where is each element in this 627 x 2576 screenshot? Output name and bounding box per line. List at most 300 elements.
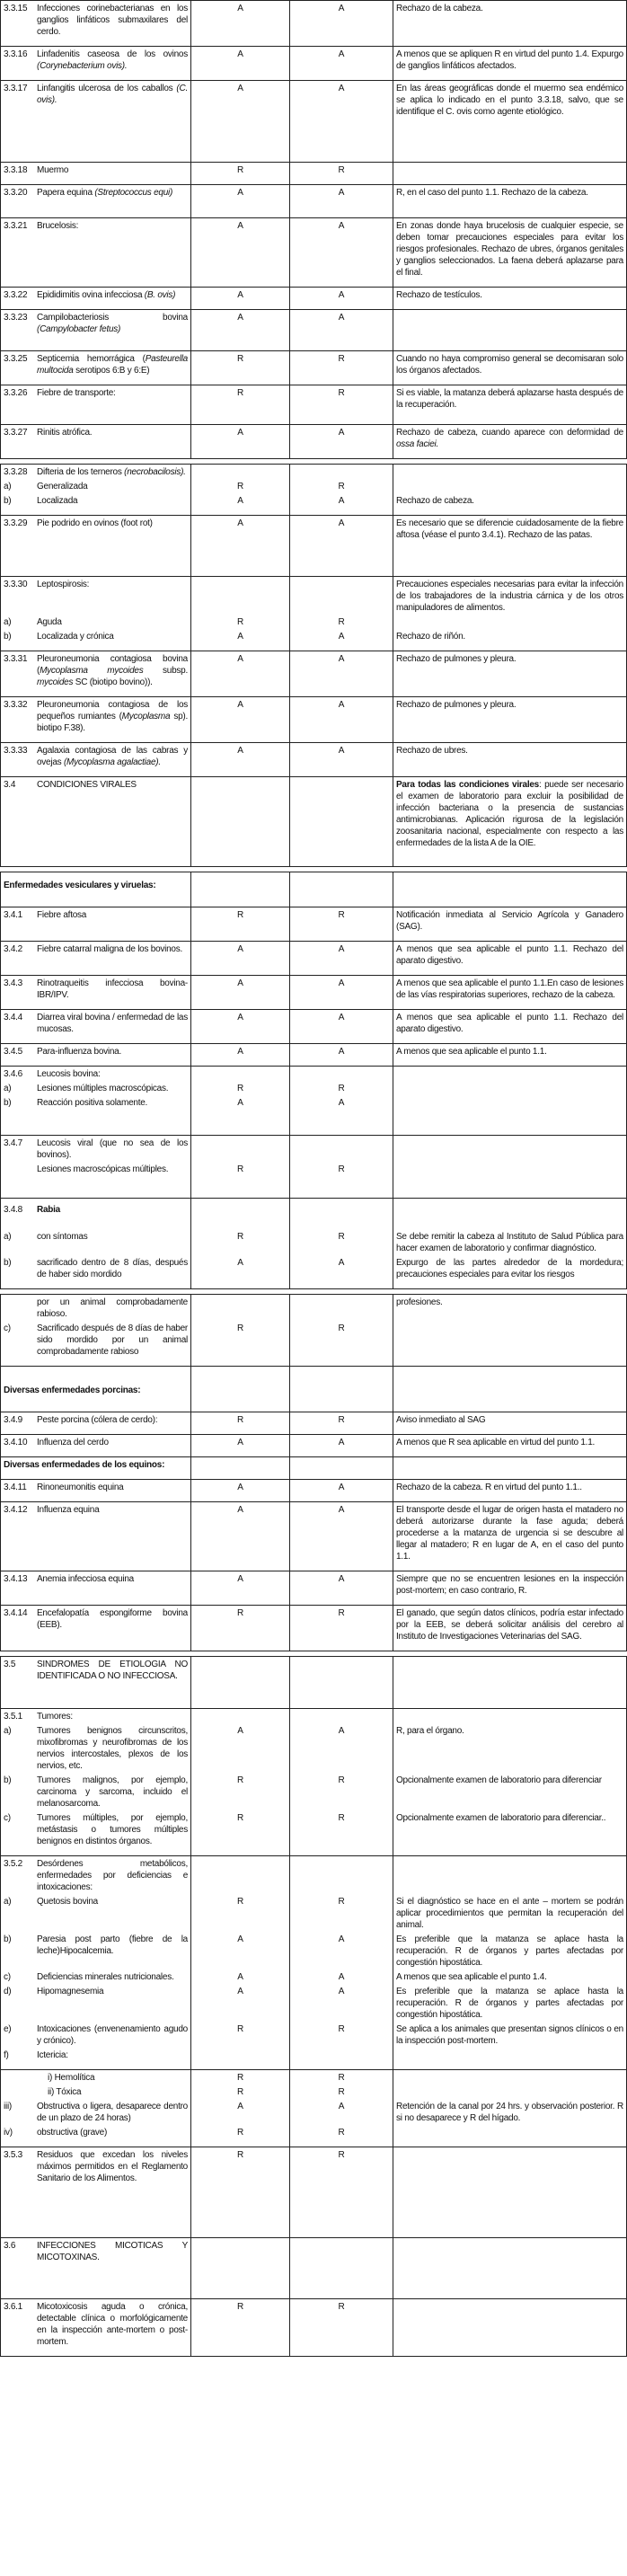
condition-name: [37, 466, 188, 478]
item-number: f): [4, 2050, 9, 2060]
text-segment: Opcionalmente examen de laboratorio para diferenciar: [396, 1775, 602, 1785]
ante-mortem-decision: [191, 577, 290, 615]
condition-name: [37, 1775, 188, 1810]
table-row: [1, 2099, 627, 2125]
post-mortem-decision: R: [290, 1810, 393, 1856]
condition-name: [37, 631, 188, 642]
ante-mortem-decision: A: [191, 1970, 290, 1984]
text-segment: Cuando no haya compromiso general se decomisaran solo los órganos afectados.: [396, 354, 623, 376]
item-number: [4, 2072, 37, 2084]
text-segment: Pleuroneumonia contagiosa bovina (: [37, 654, 188, 676]
item-number: b): [4, 1934, 12, 1944]
item-number: 3.4.10: [4, 1438, 28, 1447]
text-segment: SINDROMES DE ETIOLOGIA NO IDENTIFICADA O NO INFECCIOSA.: [37, 1660, 188, 1681]
item-number: 3.3.20: [4, 188, 28, 198]
condition-name: [37, 1231, 188, 1243]
condition-name: [37, 1012, 188, 1035]
item-number: a): [4, 1726, 12, 1736]
text-segment: Tumores múltiples, por ejemplo, metástasis o tumores múltiples benignos en distintos órganos.: [37, 1813, 188, 1846]
ante-mortem-decision: A: [191, 1984, 290, 2022]
post-mortem-decision: A: [290, 1571, 393, 1606]
ante-mortem-decision: R: [191, 615, 290, 629]
condition-cell: [1, 1773, 191, 1810]
ante-mortem-decision: R: [191, 1606, 290, 1651]
post-mortem-decision: A: [290, 1095, 393, 1136]
observations-cell: [393, 697, 627, 743]
ante-mortem-decision: A: [191, 1571, 290, 1606]
condition-name: [37, 220, 188, 232]
condition-cell: [1, 743, 191, 777]
ante-mortem-decision: A: [191, 1502, 290, 1571]
condition-name: [37, 3, 188, 38]
post-mortem-decision: [290, 1295, 393, 1322]
observations-cell: [393, 47, 627, 81]
observations-cell: [393, 1502, 627, 1571]
condition-cell: [1, 1162, 191, 1199]
ante-mortem-decision: R: [191, 385, 290, 425]
post-mortem-decision: A: [290, 1044, 393, 1067]
condition-cell: [1, 1095, 191, 1136]
text-segment: Influenza equina: [37, 1505, 100, 1515]
post-mortem-decision: R: [290, 1773, 393, 1810]
text-segment: Lesiones macroscópicas múltiples.: [37, 1164, 169, 1174]
post-mortem-decision: R: [290, 163, 393, 185]
text-segment: Ictericia:: [37, 2050, 68, 2060]
ante-mortem-decision: A: [191, 218, 290, 288]
item-number: 3.3.30: [4, 580, 28, 589]
item-number: b): [4, 1775, 12, 1785]
italic-text: (B. ovis): [144, 290, 176, 300]
ante-mortem-decision: R: [191, 1773, 290, 1810]
group-heading: Diversas enfermedades porcinas:: [4, 1385, 141, 1395]
ante-mortem-decision: R: [191, 1229, 290, 1255]
text-segment: Se debe remitir la cabeza al Instituto de Salud Pública para hacer examen de laboratorio y confirmar diagnóstico.: [396, 1232, 623, 1253]
item-number: 3.4.9: [4, 1415, 22, 1425]
observations-cell: [393, 2099, 627, 2125]
post-mortem-decision: [290, 2238, 393, 2299]
condition-name: [37, 579, 188, 590]
ante-mortem-decision: [191, 2238, 290, 2299]
observations-cell: [393, 1, 627, 47]
condition-name: [37, 1068, 188, 1080]
post-mortem-decision: [290, 872, 393, 907]
item-number: [4, 1297, 37, 1320]
observations-cell: [393, 185, 627, 218]
item-number: 3.4.2: [4, 944, 22, 954]
item-number: 3.3.23: [4, 313, 28, 323]
text-segment: Siempre que no se encuentren lesiones en la inspección post-mortem; en caso contrario, R.: [396, 1574, 623, 1596]
condition-cell: [1, 1229, 191, 1255]
ante-mortem-decision: R: [191, 2299, 290, 2357]
post-mortem-decision: R: [290, 1081, 393, 1095]
table-row: [1, 1984, 627, 2022]
condition-cell: [1, 1657, 191, 1709]
condition-name: [37, 2240, 188, 2263]
post-mortem-decision: A: [290, 1255, 393, 1289]
post-mortem-decision: A: [290, 942, 393, 976]
text-segment: Aviso inmediato al SAG: [396, 1415, 486, 1425]
post-mortem-decision: A: [290, 1970, 393, 1984]
text-segment: Generalizada: [37, 482, 88, 491]
observations-cell: [393, 629, 627, 651]
condition-name: [37, 1482, 188, 1493]
text-segment: Deficiencias minerales nutricionales.: [37, 1972, 174, 1982]
condition-cell: [1, 697, 191, 743]
condition-cell: [1, 218, 191, 288]
table-row: [1, 1932, 627, 1970]
text-segment: Diarrea viral bovina / enfermedad de las mucosas.: [37, 1013, 188, 1034]
condition-name: [37, 2023, 188, 2047]
condition-cell: [1, 1067, 191, 1082]
text-segment: Septicemia hemorrágica (: [37, 354, 146, 364]
condition-cell: [1, 1810, 191, 1856]
item-number: iv): [4, 2128, 13, 2138]
ante-mortem-decision: A: [191, 1044, 290, 1067]
table-row: [1, 163, 627, 185]
post-mortem-decision: A: [290, 651, 393, 697]
post-mortem-decision: A: [290, 976, 393, 1010]
condition-name: [37, 909, 188, 921]
condition-cell: [1, 351, 191, 385]
observations-cell: [393, 2048, 627, 2070]
ante-mortem-decision: A: [191, 629, 290, 651]
ante-mortem-decision: R: [191, 1081, 290, 1095]
text-segment: El transporte desde el lugar de origen hasta el matadero no deberá autorizarse durante la fase aguda; deberá procederse a la matanza de urgencia si se descubre al llegar al matadero; R en lugar de A, en el caso del punto 1.1.: [396, 1505, 623, 1562]
condition-name: [37, 353, 188, 376]
observations-cell: [393, 1606, 627, 1651]
observations-cell: [393, 1095, 627, 1136]
table-row: [1, 2070, 627, 2085]
condition-name: [37, 289, 188, 301]
condition-cell: [1, 310, 191, 351]
condition-name: [37, 1097, 188, 1109]
post-mortem-decision: R: [290, 1162, 393, 1199]
ante-mortem-decision: R: [191, 2085, 290, 2099]
table-row: [1, 310, 627, 351]
condition-cell: [1, 2125, 191, 2147]
observations-cell: [393, 1044, 627, 1067]
observations-cell: [393, 1773, 627, 1810]
text-segment: Papera equina: [37, 188, 95, 198]
post-mortem-decision: A: [290, 743, 393, 777]
ante-mortem-decision: R: [191, 1321, 290, 1367]
post-mortem-decision: R: [290, 907, 393, 942]
condition-name: [37, 2301, 188, 2348]
table-row: [1, 185, 627, 218]
text-segment: Campilobacteriosis bovina: [37, 313, 188, 323]
condition-name: [37, 2101, 188, 2124]
item-number: 3.3.22: [4, 290, 28, 300]
item-number: c): [4, 1323, 11, 1333]
condition-name: [37, 1204, 188, 1216]
condition-name: [37, 1437, 188, 1448]
table-row: [1, 907, 627, 942]
condition-cell: [1, 1321, 191, 1367]
item-number: 3.5.2: [4, 1859, 22, 1869]
condition-cell: [1, 1502, 191, 1571]
text-segment: Rinotraqueitis infecciosa bovina-IBR/IPV.: [37, 978, 188, 1000]
observations-cell: [393, 1810, 627, 1856]
table-row: [1, 1810, 627, 1856]
item-number: 3.3.25: [4, 354, 28, 364]
ante-mortem-decision: R: [191, 1894, 290, 1932]
table-row: [1, 465, 627, 480]
table-section: [0, 1656, 627, 2357]
observations-cell: [393, 577, 627, 615]
condition-name: [37, 1164, 188, 1175]
text-segment: Precauciones especiales necesarias para evitar la infección de los trabajadores de la industria cárnica y de los otros manipuladores de alimentos.: [396, 580, 623, 613]
observations-cell: [393, 1856, 627, 1895]
post-mortem-decision: A: [290, 1435, 393, 1457]
text-segment: : puede ser necesario el examen de laboratorio para excluir la posibilidad de infección bacteriana o la presencia de sustancias antimicrobianas. Aplicación rigurosa de la legislación zoosanitaria nacional, especialmente con respecto a las enfermedades de la lista A de la OIE.: [396, 780, 623, 848]
condition-cell: [1, 47, 191, 81]
condition-cell: [1, 385, 191, 425]
condition-name: [37, 481, 188, 492]
text-segment: Micotoxicosis aguda o crónica, detectable clínica o morfológicamente en la inspección ante-mortem o post-mortem.: [37, 2302, 188, 2347]
condition-name: [37, 1934, 188, 1957]
table-row: [1, 1412, 627, 1435]
observations-cell: [393, 479, 627, 493]
observations-cell: [393, 81, 627, 163]
text-segment: Tumores:: [37, 1712, 73, 1722]
post-mortem-decision: [290, 1136, 393, 1163]
condition-cell: [1, 942, 191, 976]
condition-cell: [1, 2085, 191, 2099]
ante-mortem-decision: A: [191, 942, 290, 976]
condition-cell: [1, 577, 191, 615]
item-number: e): [4, 2024, 12, 2034]
text-segment: Tumores malignos, por ejemplo, carcinoma y sarcoma, incluido el melanosarcoma.: [37, 1775, 188, 1809]
text-segment: Notificación inmediata al Servicio Agrícola y Ganadero (SAG).: [396, 910, 623, 932]
text-segment: Si el diagnóstico se hace en el ante – mortem se podrán aplicar procedimientos que permitan la recuperación del animal.: [396, 1897, 623, 1930]
ante-mortem-decision: A: [191, 81, 290, 163]
italic-text: (necrobacilosis).: [124, 467, 186, 477]
condition-cell: [1, 1255, 191, 1289]
text-segment: Reacción positiva solamente.: [37, 1098, 148, 1108]
table-row: [1, 2238, 627, 2299]
text-segment: Brucelosis:: [37, 221, 79, 231]
item-number: 3.3.16: [4, 49, 28, 59]
italic-text: (Corynebacterium ovis).: [37, 61, 128, 71]
condition-name: [37, 1711, 188, 1722]
table-section: [0, 0, 627, 459]
table-row: [1, 1856, 627, 1895]
text-segment: Encefalopatía espongiforme bovina (EEB).: [37, 1608, 188, 1630]
condition-name: [37, 495, 188, 507]
table-row: [1, 1229, 627, 1255]
condition-cell: [1, 2070, 191, 2085]
text-segment: Rechazo de cabeza.: [396, 496, 474, 506]
text-segment: Rechazo de la cabeza. R en virtud del punto 1.1..: [396, 1483, 582, 1492]
table-row: [1, 47, 627, 81]
condition-name: [37, 1414, 188, 1426]
condition-cell: [1, 777, 191, 867]
text-segment: A menos que sea aplicable el punto 1.1.En caso de lesiones de las vías respiratorias superiores, rechazo de la cabeza.: [396, 978, 623, 1000]
table-row: [1, 777, 627, 867]
condition-name: [37, 1257, 188, 1280]
condition-cell: [1, 1709, 191, 1724]
ante-mortem-decision: [191, 1136, 290, 1163]
condition-name: [37, 1297, 188, 1320]
observations-cell: [393, 1932, 627, 1970]
table-row: [1, 1709, 627, 1724]
text-segment: con síntomas: [37, 1232, 88, 1242]
observations-cell: [393, 351, 627, 385]
post-mortem-decision: [290, 1457, 393, 1480]
post-mortem-decision: A: [290, 516, 393, 577]
condition-cell: [1, 1412, 191, 1435]
text-segment: Pleuroneumonia contagiosa de los pequeños rumiantes (: [37, 700, 188, 721]
observations-cell: [393, 2070, 627, 2085]
italic-text: ossa faciei.: [396, 439, 439, 449]
table-row: [1, 743, 627, 777]
observations-cell: [393, 493, 627, 516]
ante-mortem-decision: R: [191, 1810, 290, 1856]
table-row: [1, 288, 627, 310]
text-segment: Obstructiva o ligera, desaparece dentro de un plazo de 24 horas): [37, 2102, 188, 2123]
condition-name: [37, 653, 188, 688]
condition-name: [37, 1573, 188, 1585]
item-number: 3.5.1: [4, 1712, 22, 1722]
condition-name: [37, 1323, 188, 1358]
observations-cell: [393, 1970, 627, 1984]
table-row: [1, 218, 627, 288]
bold-text: Rabia: [37, 1205, 60, 1215]
item-number: [4, 1164, 37, 1175]
item-number: d): [4, 1987, 12, 1996]
observations-cell: [393, 1081, 627, 1095]
condition-cell: [1, 81, 191, 163]
item-number: 3.4.4: [4, 1013, 22, 1022]
text-segment: Fiebre de transporte:: [37, 388, 116, 398]
condition-cell: [1, 2238, 191, 2299]
item-number: 3.3.15: [4, 4, 28, 13]
text-segment: Leptospirosis:: [37, 580, 90, 589]
post-mortem-decision: A: [290, 1480, 393, 1502]
italic-text: mycoides: [37, 677, 74, 687]
ante-mortem-decision: R: [191, 1412, 290, 1435]
post-mortem-decision: [290, 1856, 393, 1895]
item-number: 3.3.32: [4, 700, 28, 710]
condition-name: [37, 1971, 188, 1983]
observations-cell: [393, 651, 627, 697]
item-number: a): [4, 1232, 12, 1242]
post-mortem-decision: A: [290, 425, 393, 459]
observations-cell: [393, 288, 627, 310]
condition-name: [37, 1504, 188, 1516]
post-mortem-decision: A: [290, 310, 393, 351]
table-row: [1, 2085, 627, 2099]
item-number: 3.4.14: [4, 1608, 28, 1618]
table-row: [1, 1162, 627, 1199]
ante-mortem-decision: [191, 1657, 290, 1709]
post-mortem-decision: A: [290, 629, 393, 651]
table-section: [0, 872, 627, 1289]
table-row: [1, 1067, 627, 1082]
text-segment: Anemia infecciosa equina: [37, 1574, 134, 1584]
post-mortem-decision: A: [290, 81, 393, 163]
condition-cell: [1, 1984, 191, 2022]
condition-name: [37, 1138, 188, 1161]
condition-name: [37, 1812, 188, 1847]
condition-cell: [1, 2147, 191, 2238]
post-mortem-decision: R: [290, 385, 393, 425]
text-segment: Hipomagnesemia: [37, 1987, 104, 1996]
item-number: 3.4.8: [4, 1205, 22, 1215]
table-row: [1, 2147, 627, 2238]
post-mortem-decision: A: [290, 697, 393, 743]
condition-name: [37, 164, 188, 176]
text-segment: Rechazo de ubres.: [396, 746, 468, 756]
table-row: [1, 385, 627, 425]
item-number: 3.5: [4, 1660, 16, 1669]
text-segment: por un animal comprobadamente rabioso.: [37, 1297, 188, 1319]
observations-cell: [393, 1010, 627, 1044]
item-number: 3.3.31: [4, 654, 28, 664]
ante-mortem-decision: [191, 1067, 290, 1082]
observations-cell: [393, 1480, 627, 1502]
observations-cell: [393, 516, 627, 577]
item-number: iii): [4, 2102, 12, 2111]
post-mortem-decision: A: [290, 47, 393, 81]
text-segment: Residuos que excedan los niveles máximos permitidos en el Reglamento Sanitario de los Alimentos.: [37, 2150, 188, 2183]
text-segment: Expurgo de las partes alrededor de la mordedura; precauciones especiales para evitar los riesgos: [396, 1258, 623, 1279]
condition-cell: [1, 1044, 191, 1067]
table-row: [1, 615, 627, 629]
item-number: b): [4, 1258, 12, 1268]
post-mortem-decision: R: [290, 1321, 393, 1367]
condition-cell: [1, 1894, 191, 1932]
table-row: [1, 516, 627, 577]
condition-cell: [1, 425, 191, 459]
ante-mortem-decision: A: [191, 1932, 290, 1970]
text-segment: Rechazo de cabeza, cuando aparece con deformidad de: [396, 428, 623, 438]
text-segment: sp). biotipo F.38).: [37, 712, 188, 733]
ante-mortem-decision: [191, 1367, 290, 1412]
text-segment: Opcionalmente examen de laboratorio para diferenciar..: [396, 1813, 606, 1823]
table-row: [1, 479, 627, 493]
post-mortem-decision: A: [290, 185, 393, 218]
condition-name: [37, 779, 188, 791]
table-row: [1, 1773, 627, 1810]
condition-cell: [1, 976, 191, 1010]
condition-cell: [1, 1571, 191, 1606]
ante-mortem-decision: R: [191, 1162, 290, 1199]
observations-cell: [393, 2147, 627, 2238]
text-segment: Localizada: [37, 496, 78, 506]
condition-name: [37, 699, 188, 734]
condition-name: [37, 83, 188, 106]
italic-text: (Campylobacter fetus): [37, 324, 121, 334]
condition-cell: [1, 479, 191, 493]
ante-mortem-decision: A: [191, 1095, 290, 1136]
ante-mortem-decision: R: [191, 2070, 290, 2085]
table-row: [1, 2125, 627, 2147]
table-row: [1, 942, 627, 976]
condition-cell: [1, 465, 191, 480]
observations-cell: [393, 2022, 627, 2048]
table-row: [1, 1199, 627, 1230]
item-number: 3.4.6: [4, 1069, 22, 1079]
text-segment: Linfadenitis caseosa de los ovinos: [37, 49, 188, 59]
item-number: 3.4.13: [4, 1574, 28, 1584]
text-segment: El ganado, que según datos clínicos, podría estar infectado por la EEB, se deberá solicitar análisis del cerebro al Instituto de Investigaciones Veterinarias del SAG.: [396, 1608, 623, 1642]
item-number: 3.3.27: [4, 428, 28, 438]
text-segment: En las áreas geográficas donde el muermo sea endémico se aplica lo indicado en el punto 3.3.18, salvo, que se identifique el C. ovis como agente etiológico.: [396, 84, 623, 117]
observations-cell: [393, 218, 627, 288]
table-row: [1, 1295, 627, 1322]
observations-cell: [393, 872, 627, 907]
